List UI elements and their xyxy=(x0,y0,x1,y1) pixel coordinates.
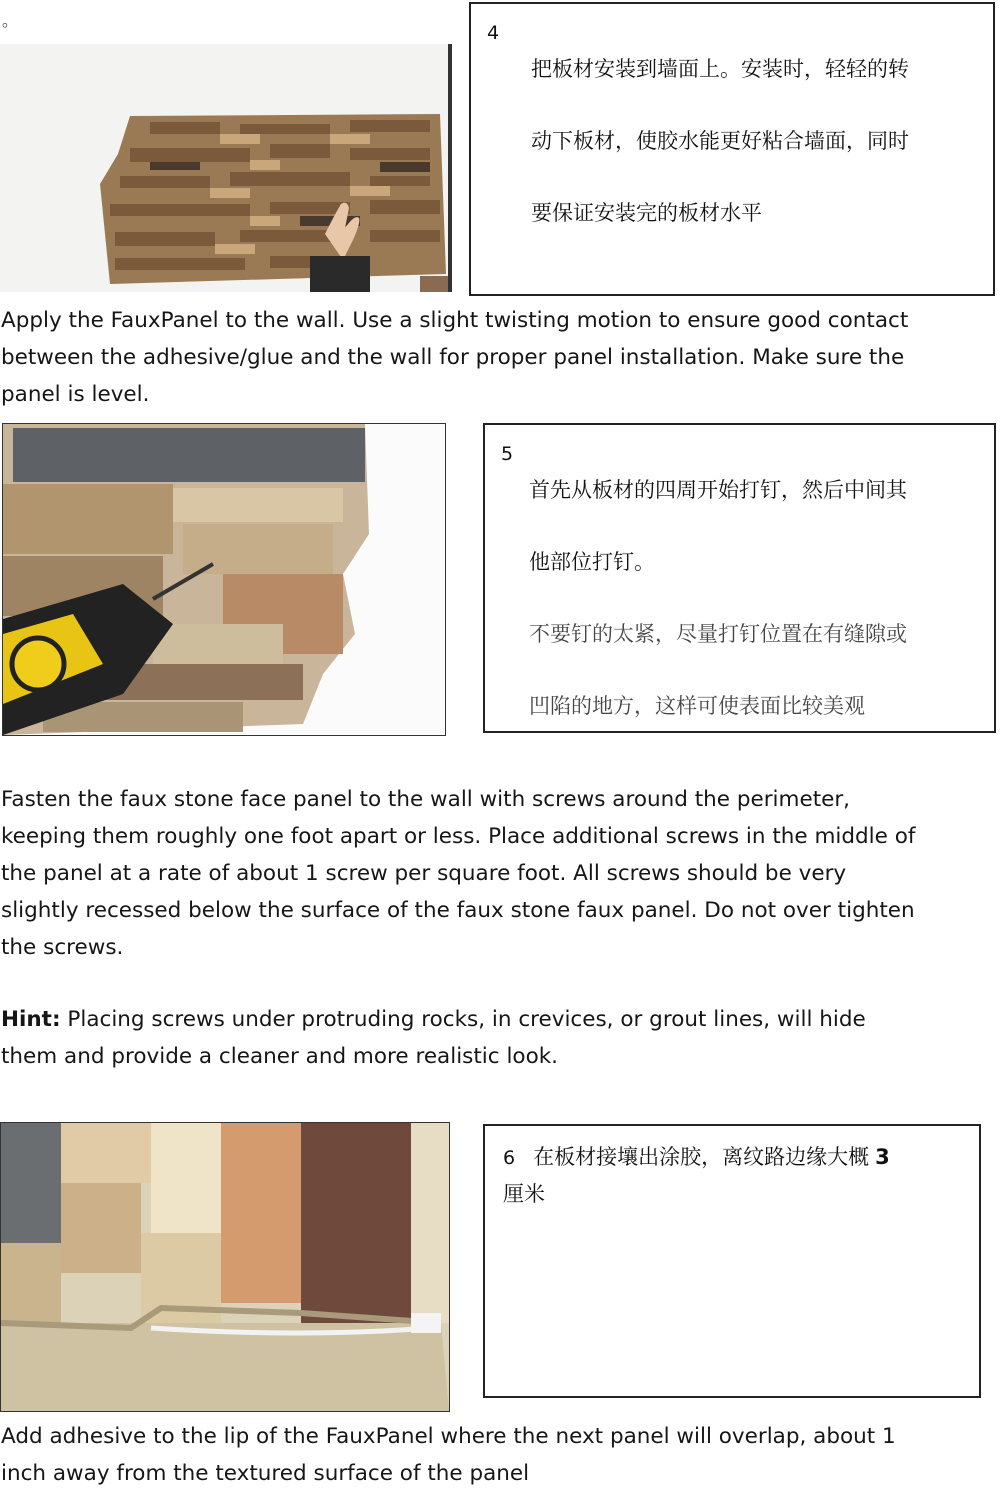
hint-text: Placing screws under protruding rocks, in crevices, or grout lines, will hide xyxy=(60,1007,866,1032)
step-4-text xyxy=(531,15,981,267)
step-5-box xyxy=(483,423,996,733)
step-4-number: 4 xyxy=(487,22,500,44)
step-6-line-2: 厘米 xyxy=(503,1182,545,1206)
paragraph-line: Fasten the faux stone face panel to the wall with screws around the perimeter, xyxy=(1,787,851,812)
paragraph-line: inch away from the textured surface of the panel xyxy=(1,1461,530,1486)
photo-apply-panel xyxy=(0,44,452,292)
step-5-text xyxy=(529,436,982,760)
step-6-bold-number: 3 xyxy=(875,1145,890,1169)
step-5-line: 首先从板材的四周开始打钉，然后中间其 xyxy=(529,478,907,502)
paragraph-adhesive xyxy=(1,1418,997,1492)
hint-line-2: them and provide a cleaner and more realistic look. xyxy=(1,1044,559,1069)
paragraph-fasten xyxy=(1,781,997,966)
hint-line-1 xyxy=(1,1001,997,1038)
photo-adhesive-lip xyxy=(0,1122,450,1412)
step-5-number: 5 xyxy=(501,443,514,465)
step-5-line: 不要钉的太紧，尽量打钉位置在有缝隙或 xyxy=(529,622,907,646)
paragraph-line: between the adhesive/glue and the wall for proper panel installation. Make sure the xyxy=(1,345,905,370)
paragraph-line: slightly recessed below the surface of the faux stone faux panel. Do not over tighten xyxy=(1,898,915,923)
photo-drill-screws xyxy=(2,423,446,736)
paragraph-line: Apply the FauxPanel to the wall. Use a slight twisting motion to ensure good contact xyxy=(1,308,909,333)
paragraph-line: keeping them roughly one foot apart or less. Place additional screws in the middle of xyxy=(1,824,916,849)
step-4-line: 动下板材，使胶水能更好粘合墙面，同时 xyxy=(531,129,909,153)
step-5-line: 凹陷的地方，这样可使表面比较美观 xyxy=(529,694,865,718)
step-6-box xyxy=(483,1124,981,1398)
step-4-box xyxy=(469,2,995,296)
step-6-text: 在板材接壤出涂胶，离纹路边缘大概 xyxy=(533,1145,870,1169)
paragraph-apply xyxy=(1,302,997,413)
step-6-line-1 xyxy=(503,1139,967,1176)
hint-label: Hint: xyxy=(1,1007,61,1032)
paragraph-line: the screws. xyxy=(1,935,124,960)
paragraph-line: the panel at a rate of about 1 screw per square foot. All screws should be very xyxy=(1,861,847,886)
step-5-line: 他部位打钉。 xyxy=(529,550,655,574)
hint-paragraph xyxy=(1,1001,997,1075)
paragraph-line: panel is level. xyxy=(1,382,150,407)
step-4-line: 要保证安装完的板材水平 xyxy=(531,201,762,225)
stray-mark: 。 xyxy=(2,11,19,30)
step-4-line: 把板材安装到墙面上。安装时，轻轻的转 xyxy=(531,57,909,81)
paragraph-line: Add adhesive to the lip of the FauxPanel where the next panel will overlap, about 1 xyxy=(1,1424,896,1449)
step-6-number: 6 xyxy=(503,1147,516,1169)
